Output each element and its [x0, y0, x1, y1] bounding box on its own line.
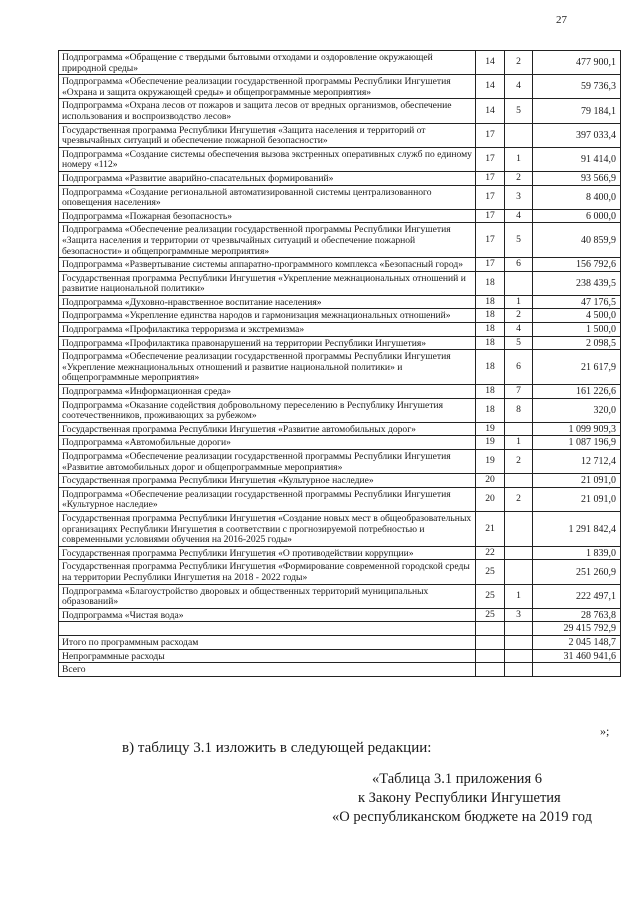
- subprogram-code-cell: [505, 635, 533, 649]
- subprogram-code-cell: 5: [505, 223, 533, 258]
- amount-cell: 8 400,0: [533, 185, 621, 209]
- amount-cell: 320,0: [533, 398, 621, 422]
- table-row: [59, 51, 621, 75]
- subprogram-code-cell: [505, 271, 533, 295]
- program-code-cell: [476, 622, 505, 636]
- amount-cell: 222 497,1: [533, 584, 621, 608]
- amount-cell: 238 439,5: [533, 271, 621, 295]
- table-row: [59, 295, 621, 309]
- table-row: [59, 209, 621, 223]
- subprogram-code-cell: [505, 622, 533, 636]
- program-code-cell: 18: [476, 271, 505, 295]
- table-row: [59, 635, 621, 649]
- program-code-cell: 17: [476, 185, 505, 209]
- table-row: [59, 663, 621, 677]
- amount-cell: 40 859,9: [533, 223, 621, 258]
- table-row: [59, 511, 621, 546]
- subprogram-code-cell: [505, 474, 533, 488]
- program-code-cell: 21: [476, 511, 505, 546]
- subprogram-code-cell: 1: [505, 436, 533, 450]
- table-row: [59, 323, 621, 337]
- program-code-cell: 18: [476, 295, 505, 309]
- program-code-cell: 18: [476, 336, 505, 350]
- amount-cell: 1 087 196,9: [533, 436, 621, 450]
- table-row: [59, 258, 621, 272]
- heading-line-2: к Закону Республики Ингушетия: [358, 790, 561, 806]
- program-name-cell: Подпрограмма «Пожарная безопасность»: [59, 209, 476, 223]
- table-row: [59, 309, 621, 323]
- program-name-cell: Подпрограмма «Духовно-нравственное воспитание населения»: [59, 295, 476, 309]
- program-code-cell: 17: [476, 223, 505, 258]
- subprogram-code-cell: 4: [505, 323, 533, 337]
- table-row: [59, 171, 621, 185]
- table-row: [59, 608, 621, 622]
- program-code-cell: 19: [476, 450, 505, 474]
- program-code-cell: 25: [476, 584, 505, 608]
- program-code-cell: 20: [476, 474, 505, 488]
- subprogram-code-cell: [505, 422, 533, 436]
- table-row: [59, 546, 621, 560]
- table-row: [59, 649, 621, 663]
- program-name-cell: Подпрограмма «Обеспечение реализации государственной программы Республики Ингушетия «Охрана и защита окружающей среды» и общепрограммные мероприятия»: [59, 75, 476, 99]
- program-name-cell: Подпрограмма «Обеспечение реализации государственной программы Республики Ингушетия «Развитие автомобильных дорог и общепрограммные мероприятия»: [59, 450, 476, 474]
- subprogram-code-cell: 5: [505, 336, 533, 350]
- program-name-cell: Итого по программным расходам: [59, 635, 476, 649]
- subprogram-code-cell: 1: [505, 584, 533, 608]
- amount-cell: 6 000,0: [533, 209, 621, 223]
- program-code-cell: 17: [476, 147, 505, 171]
- program-name-cell: Подпрограмма «Развитие аварийно-спасательных формирований»: [59, 171, 476, 185]
- program-code-cell: [476, 663, 505, 677]
- amount-cell: 156 792,6: [533, 258, 621, 272]
- subprogram-code-cell: 4: [505, 209, 533, 223]
- amount-cell: 1 839,0: [533, 546, 621, 560]
- table-row: [59, 75, 621, 99]
- program-code-cell: 25: [476, 608, 505, 622]
- program-name-cell: Подпрограмма «Развертывание системы аппаратно-программного комплекса «Безопасный город»: [59, 258, 476, 272]
- table-row: [59, 223, 621, 258]
- program-code-cell: 20: [476, 487, 505, 511]
- subprogram-code-cell: [505, 649, 533, 663]
- subprogram-code-cell: 8: [505, 398, 533, 422]
- program-name-cell: Подпрограмма «Профилактика терроризма и экстремизма»: [59, 323, 476, 337]
- table-row: [59, 487, 621, 511]
- table-row: [59, 99, 621, 123]
- budget-table: [58, 50, 621, 677]
- subprogram-code-cell: 2: [505, 487, 533, 511]
- subprogram-code-cell: 2: [505, 51, 533, 75]
- program-code-cell: 18: [476, 350, 505, 385]
- program-name-cell: Подпрограмма «Обеспечение реализации государственной программы Республики Ингушетия «Укрепление межнациональных отношений и развитие национальной политики» и общепрограммные мероприятия»: [59, 350, 476, 385]
- amount-cell: 47 176,5: [533, 295, 621, 309]
- heading-line-1: «Таблица 3.1 приложения 6: [372, 771, 542, 787]
- subprogram-code-cell: [505, 546, 533, 560]
- subprogram-code-cell: 4: [505, 75, 533, 99]
- program-name-cell: Всего: [59, 663, 476, 677]
- heading-line-3: «О республиканском бюджете на 2019 год: [332, 809, 592, 825]
- program-name-cell: Непрограммные расходы: [59, 649, 476, 663]
- amount-cell: 4 500,0: [533, 309, 621, 323]
- program-code-cell: 14: [476, 51, 505, 75]
- program-code-cell: 17: [476, 258, 505, 272]
- program-code-cell: [476, 649, 505, 663]
- amount-cell: 93 566,9: [533, 171, 621, 185]
- amount-cell: 12 712,4: [533, 450, 621, 474]
- program-code-cell: 18: [476, 323, 505, 337]
- program-code-cell: 18: [476, 385, 505, 399]
- program-name-cell: Подпрограмма «Обращение с твердыми бытовыми отходами и оздоровление окружающей природной среды»: [59, 51, 476, 75]
- program-name-cell: Подпрограмма «Охрана лесов от пожаров и защита лесов от вредных организмов, обеспечение использования и воспроизводство лесов»: [59, 99, 476, 123]
- subprogram-code-cell: 3: [505, 185, 533, 209]
- table-row: [59, 622, 621, 636]
- amount-cell: 31 460 941,6: [533, 649, 621, 663]
- subprogram-code-cell: 1: [505, 295, 533, 309]
- amount-cell: 477 900,1: [533, 51, 621, 75]
- program-code-cell: 17: [476, 171, 505, 185]
- subprogram-code-cell: 1: [505, 147, 533, 171]
- subprogram-code-cell: 2: [505, 171, 533, 185]
- table-row: [59, 422, 621, 436]
- program-name-cell: Подпрограмма «Обеспечение реализации государственной программы Республики Ингушетия «Культурное наследие»: [59, 487, 476, 511]
- program-name-cell: Подпрограмма «Создание региональной автоматизированной системы централизованного оповещения населения»: [59, 185, 476, 209]
- program-name-cell: Государственная программа Республики Ингушетия «Формирование современной городской среды на территории Республики Ингушетия на 2018 - 2022 годы»: [59, 560, 476, 584]
- program-name-cell: Подпрограмма «Автомобильные дороги»: [59, 436, 476, 450]
- subprogram-code-cell: 2: [505, 450, 533, 474]
- amount-cell: 161 226,6: [533, 385, 621, 399]
- amount-cell: [533, 663, 621, 677]
- amount-cell: 397 033,4: [533, 123, 621, 147]
- program-name-cell: Подпрограмма «Обеспечение реализации государственной программы Республики Ингушетия «Защита населения и территории от чрезвычайных ситуаций и обеспечение пожарной безопасности» и общепрограммные мероприятия»: [59, 223, 476, 258]
- program-name-cell: Подпрограмма «Благоустройство дворовых и общественных территорий муниципальных образований»: [59, 584, 476, 608]
- amount-cell: 21 091,0: [533, 474, 621, 488]
- table-row: [59, 450, 621, 474]
- table-row: [59, 385, 621, 399]
- subprogram-code-cell: [505, 123, 533, 147]
- subprogram-code-cell: 2: [505, 309, 533, 323]
- program-code-cell: 25: [476, 560, 505, 584]
- program-name-cell: Государственная программа Республики Ингушетия «Развитие автомобильных дорог»: [59, 422, 476, 436]
- table-row: [59, 398, 621, 422]
- amount-cell: 59 736,3: [533, 75, 621, 99]
- program-code-cell: 19: [476, 422, 505, 436]
- table-body: [59, 51, 621, 677]
- subprogram-code-cell: [505, 663, 533, 677]
- subprogram-code-cell: [505, 560, 533, 584]
- amount-cell: 251 260,9: [533, 560, 621, 584]
- table-heading: [300, 770, 620, 827]
- subprogram-code-cell: [505, 511, 533, 546]
- amount-cell: 28 763,8: [533, 608, 621, 622]
- table-row: [59, 185, 621, 209]
- subprogram-code-cell: 5: [505, 99, 533, 123]
- subprogram-code-cell: 6: [505, 258, 533, 272]
- page-number: 27: [556, 14, 567, 26]
- amount-cell: 91 414,0: [533, 147, 621, 171]
- program-name-cell: Государственная программа Республики Ингушетия «Укрепление межнациональных отношений и развитие национальной политики»: [59, 271, 476, 295]
- program-code-cell: 18: [476, 398, 505, 422]
- program-code-cell: 22: [476, 546, 505, 560]
- program-name-cell: Подпрограмма «Профилактика правонарушений на территории Республики Ингушетия»: [59, 336, 476, 350]
- amount-cell: 79 184,1: [533, 99, 621, 123]
- amount-cell: 1 291 842,4: [533, 511, 621, 546]
- table-row: [59, 271, 621, 295]
- program-name-cell: Подпрограмма «Создание системы обеспечения вызова экстренных оперативных служб по единому номеру «112»: [59, 147, 476, 171]
- amount-cell: 1 099 909,3: [533, 422, 621, 436]
- amount-cell: 2 098,5: [533, 336, 621, 350]
- program-code-cell: 19: [476, 436, 505, 450]
- subprogram-code-cell: 7: [505, 385, 533, 399]
- table-row: [59, 350, 621, 385]
- amount-cell: 29 415 792,9: [533, 622, 621, 636]
- amount-cell: 1 500,0: [533, 323, 621, 337]
- program-name-cell: Государственная программа Республики Ингушетия «Защита населения и территорий от чрезвычайных ситуаций и обеспечение пожарной безопасности»: [59, 123, 476, 147]
- instruction-text: в) таблицу 3.1 изложить в следующей редакции:: [122, 740, 432, 756]
- program-name-cell: Государственная программа Республики Ингушетия «Создание новых мест в общеобразовательных организациях Республики Ингушетия в соответствии с прогнозируемой потребностью и современными условиями обучения на 2016-2025 годы»: [59, 511, 476, 546]
- closing-quote-mark: »;: [600, 724, 610, 738]
- program-name-cell: Государственная программа Республики Ингушетия «О противодействии коррупции»: [59, 546, 476, 560]
- program-name-cell: Подпрограмма «Оказание содействия добровольному переселению в Республику Ингушетия соотечественников, проживающих за рубежом»: [59, 398, 476, 422]
- program-code-cell: 18: [476, 309, 505, 323]
- table-row: [59, 584, 621, 608]
- program-name-cell: Подпрограмма «Чистая вода»: [59, 608, 476, 622]
- subprogram-code-cell: 6: [505, 350, 533, 385]
- program-code-cell: 14: [476, 75, 505, 99]
- table-row: [59, 336, 621, 350]
- program-code-cell: 17: [476, 209, 505, 223]
- amount-cell: 21 617,9: [533, 350, 621, 385]
- program-name-cell: Государственная программа Республики Ингушетия «Культурное наследие»: [59, 474, 476, 488]
- program-code-cell: [476, 635, 505, 649]
- program-name-cell: Подпрограмма «Информационная среда»: [59, 385, 476, 399]
- program-name-cell: [59, 622, 476, 636]
- amount-cell: 2 045 148,7: [533, 635, 621, 649]
- table-row: [59, 147, 621, 171]
- program-code-cell: 17: [476, 123, 505, 147]
- program-name-cell: Подпрограмма «Укрепление единства народов и гармонизация межнациональных отношений»: [59, 309, 476, 323]
- program-code-cell: 14: [476, 99, 505, 123]
- table-row: [59, 123, 621, 147]
- table-row: [59, 436, 621, 450]
- table-row: [59, 474, 621, 488]
- amount-cell: 21 091,0: [533, 487, 621, 511]
- table-row: [59, 560, 621, 584]
- subprogram-code-cell: 3: [505, 608, 533, 622]
